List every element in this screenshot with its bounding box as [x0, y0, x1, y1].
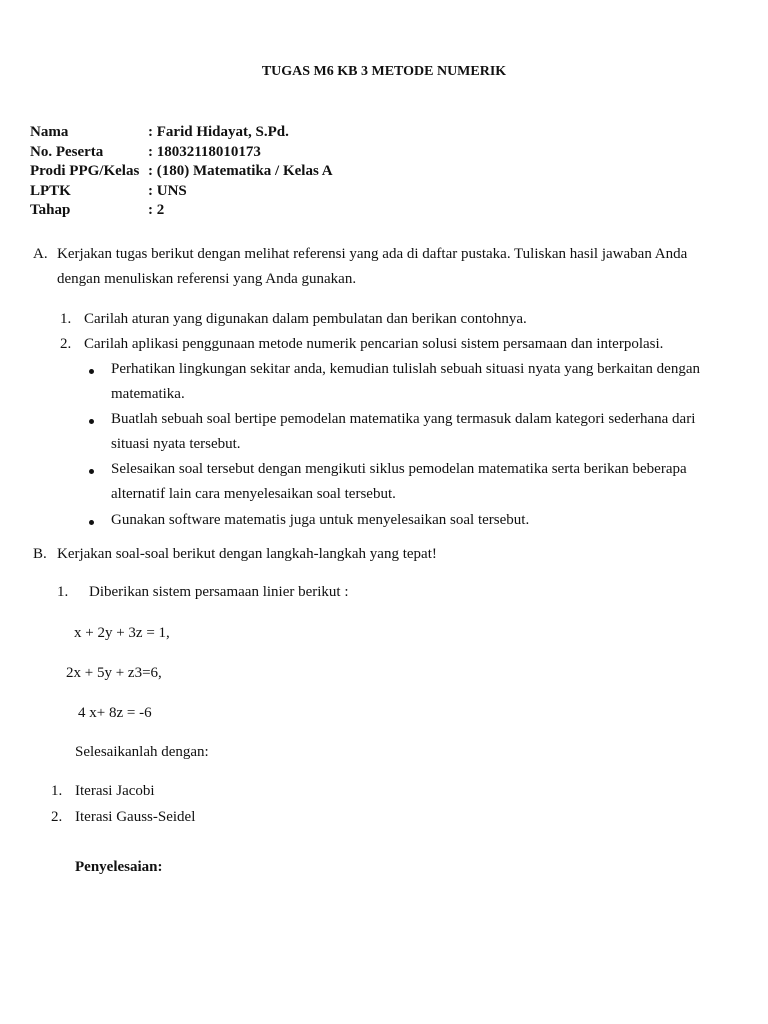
identity-row-prodi [30, 162, 333, 182]
identity-label: LPTK [30, 182, 71, 199]
method-1-text: Iterasi Jacobi [75, 783, 155, 799]
section-a-item-2-text: Carilah aplikasi penggunaan metode numerik pencarian solusi sistem persamaan dan interpolasi. [84, 336, 664, 352]
equation-2: 2x + 5y + z3=6, [66, 665, 162, 681]
identity-value: : Farid Hidayat, S.Pd. [148, 124, 289, 140]
identity-value: : 2 [148, 202, 165, 218]
section-b-text: Kerjakan soal-soal berikut dengan langkah-langkah yang tepat! [57, 546, 437, 562]
bullet-2-line1: Buatlah sebuah soal bertipe pemodelan matematika yang termasuk dalam kategori sederhana dari [111, 411, 696, 427]
identity-value: : (180) Matematika / Kelas A [148, 163, 333, 179]
section-b-item-1-text: Diberikan sistem persamaan linier berikut : [89, 584, 349, 600]
instruction-text: Selesaikanlah dengan: [75, 744, 209, 760]
bullet-dot-icon [89, 469, 94, 474]
identity-label: Nama [30, 124, 69, 140]
identity-value: : 18032118010173 [148, 143, 261, 160]
bullet-1-line1: Perhatikan lingkungan sekitar anda, kemudian tulislah sebuah situasi nyata yang berkaitan dengan [111, 361, 700, 377]
section-a-item-1-marker: 1. [60, 311, 72, 327]
solution-heading: Penyelesaian: [75, 859, 163, 875]
identity-value: : UNS [148, 182, 187, 199]
bullet-dot-icon [89, 520, 94, 525]
bullet-1-line2: matematika. [111, 386, 185, 402]
identity-label: Prodi PPG/Kelas [30, 163, 140, 179]
section-b-item-1-marker: 1. [57, 584, 69, 600]
bullet-3-line1: Selesaikan soal tersebut dengan mengikuti siklus pemodelan matematika serta berikan beberapa [111, 461, 687, 477]
identity-row-no-peserta [30, 143, 333, 163]
bullet-2-line2: situasi nyata tersebut. [111, 436, 241, 452]
section-a-item-2-marker: 2. [60, 336, 72, 352]
method-2-marker: 2. [51, 809, 63, 825]
identity-row-lptk [30, 182, 333, 202]
section-a-text-line2: dengan menuliskan referensi yang Anda gunakan. [57, 271, 357, 287]
bullet-4-line1: Gunakan software matematis juga untuk menyelesaikan soal tersebut. [111, 512, 530, 528]
identity-label: No. Peserta [30, 143, 104, 160]
bullet-3-line2: alternatif lain cara menyelesaikan soal tersebut. [111, 486, 396, 502]
identity-block [30, 123, 333, 221]
document-title: TUGAS M6 KB 3 METODE NUMERIK [261, 64, 507, 79]
method-1-marker: 1. [51, 783, 63, 799]
bullet-dot-icon [89, 419, 94, 424]
section-b-marker: B. [33, 546, 47, 562]
section-a-marker: A. [33, 246, 48, 262]
method-2-text: Iterasi Gauss-Seidel [75, 809, 196, 825]
section-a-text-line1: Kerjakan tugas berikut dengan melihat referensi yang ada di daftar pustaka. Tuliskan hasil jawaban Anda [57, 246, 688, 262]
section-a-item-1-text: Carilah aturan yang digunakan dalam pembulatan dan berikan contohnya. [84, 311, 527, 327]
identity-row-tahap [30, 201, 333, 221]
bullet-dot-icon [89, 369, 94, 374]
equation-3: 4 x+ 8z = -6 [78, 705, 152, 721]
equation-1: x + 2y + 3z = 1, [74, 625, 170, 641]
identity-label: Tahap [30, 202, 71, 218]
identity-row-nama [30, 123, 333, 143]
